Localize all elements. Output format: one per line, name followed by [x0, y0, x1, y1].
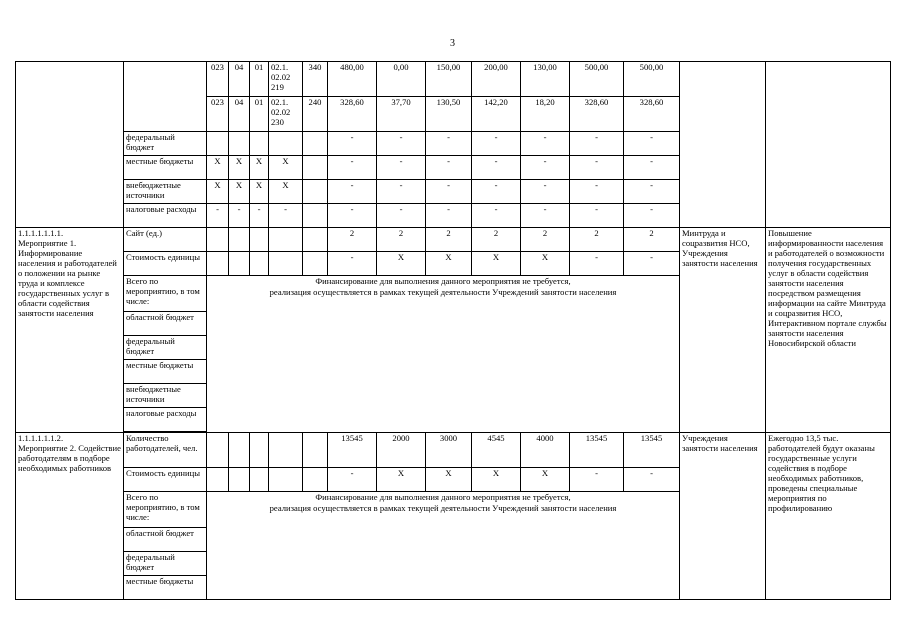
value-cell: X — [377, 468, 426, 492]
value-cell: 13545 — [570, 433, 624, 468]
value-cell: 4000 — [521, 433, 570, 468]
finance-note-line: Финансирование для выполнения данного мероприятия не требуется, — [315, 276, 571, 286]
value-cell: 500,00 — [570, 62, 624, 97]
code-cell — [250, 228, 269, 252]
measure-name-cell — [16, 62, 124, 228]
value-cell: - — [328, 468, 377, 492]
value-cell: 0,00 — [377, 62, 426, 97]
value-cell: - — [377, 180, 426, 204]
value-cell: - — [624, 180, 680, 204]
value-cell: - — [570, 252, 624, 276]
value-cell: 480,00 — [328, 62, 377, 97]
finance-label: местные бюджеты — [124, 576, 207, 600]
code-cell: X — [207, 180, 229, 204]
executor-cell — [680, 62, 766, 228]
value-cell: 2 — [377, 228, 426, 252]
value-cell: 328,60 — [624, 97, 680, 132]
value-cell: X — [521, 252, 570, 276]
code-cell: X — [229, 156, 250, 180]
value-cell: - — [328, 252, 377, 276]
value-cell: 2000 — [377, 433, 426, 468]
indicator-label: Количество работодателей, чел. — [124, 433, 207, 468]
code-cell: 01 — [250, 97, 269, 132]
measure-2-name: 1.1.1.1.1.1.2. Мероприятие 2. Содействие работодателям в подборе необходимых работников — [16, 433, 124, 600]
value-cell: - — [624, 468, 680, 492]
value-cell: 2 — [570, 228, 624, 252]
code-cell — [229, 228, 250, 252]
code-cell — [229, 433, 250, 468]
source-label: федеральный бюджет — [124, 132, 207, 156]
indicator-label: Стоимость единицы — [124, 468, 207, 492]
value-cell: - — [328, 180, 377, 204]
value-cell: 37,70 — [377, 97, 426, 132]
code-cell — [250, 132, 269, 156]
source-label: налоговые расходы — [124, 204, 207, 228]
value-cell: - — [624, 204, 680, 228]
code-cell — [303, 468, 328, 492]
indicator-label: Сайт (ед.) — [124, 228, 207, 252]
table-row — [16, 62, 891, 97]
code-cell — [269, 252, 303, 276]
code-cell: X — [250, 180, 269, 204]
finance-label: местные бюджеты — [124, 360, 207, 384]
code-cell — [269, 468, 303, 492]
value-cell: - — [472, 180, 521, 204]
indicator-label: Стоимость единицы — [124, 252, 207, 276]
value-cell: - — [570, 132, 624, 156]
code-cell: X — [229, 180, 250, 204]
measure-2-executor: Учреждения занятости населения — [680, 433, 766, 600]
code-cell — [207, 433, 229, 468]
code-cell: X — [250, 156, 269, 180]
code-cell — [207, 132, 229, 156]
source-label: внебюджетные источники — [124, 180, 207, 204]
value-cell: - — [377, 156, 426, 180]
finance-note-line: реализация осуществляется в рамках текущей деятельности Учреждений занятости населения — [269, 503, 617, 513]
code-cell: 340 — [303, 62, 328, 97]
page-number: 3 — [450, 38, 455, 49]
code-cell — [207, 252, 229, 276]
code-cell: 240 — [303, 97, 328, 132]
value-cell: - — [521, 156, 570, 180]
code-cell: - — [269, 204, 303, 228]
source-label: местные бюджеты — [124, 156, 207, 180]
code-cell — [207, 228, 229, 252]
code-cell — [269, 228, 303, 252]
value-cell: 4545 — [472, 433, 521, 468]
value-cell: - — [521, 204, 570, 228]
code-cell — [229, 468, 250, 492]
value-cell: X — [472, 252, 521, 276]
finance-note — [207, 492, 680, 600]
value-cell: - — [377, 132, 426, 156]
value-cell: X — [521, 468, 570, 492]
value-cell: - — [570, 468, 624, 492]
value-cell: - — [521, 132, 570, 156]
value-cell: 130,00 — [521, 62, 570, 97]
code-cell — [303, 433, 328, 468]
code-cell: 01 — [250, 62, 269, 97]
value-cell: - — [624, 156, 680, 180]
code-cell — [229, 252, 250, 276]
value-cell: - — [426, 132, 472, 156]
code-cell — [303, 180, 328, 204]
code-cell: 023 — [207, 97, 229, 132]
code-cell: 02.1. 02.02 230 — [269, 97, 303, 132]
code-cell — [269, 433, 303, 468]
table-row — [16, 433, 891, 468]
code-cell — [303, 156, 328, 180]
code-cell: - — [207, 204, 229, 228]
value-cell: 18,20 — [521, 97, 570, 132]
measure-1-executor: Минтруда и соцразвития НСО, Учреждения занятости населения — [680, 228, 766, 433]
finance-label: внебюджетные источники — [124, 384, 207, 408]
value-cell: - — [377, 204, 426, 228]
code-cell: X — [207, 156, 229, 180]
code-cell — [303, 228, 328, 252]
value-cell: - — [624, 252, 680, 276]
measure-1-result: Повышение информированности населения и работодателей о возможности получения государственных услуг в области содействия занятости населения посредством размещения информации на сайте Минтруда и соцразвития НСО, Интерактивном портале службы занятости населения Новосибирской области — [766, 228, 891, 433]
value-cell: - — [472, 132, 521, 156]
value-cell: 142,20 — [472, 97, 521, 132]
value-cell: - — [426, 180, 472, 204]
code-cell: - — [250, 204, 269, 228]
value-cell: 200,00 — [472, 62, 521, 97]
value-cell: - — [570, 204, 624, 228]
value-cell: X — [426, 468, 472, 492]
value-cell: X — [426, 252, 472, 276]
code-cell — [250, 252, 269, 276]
value-cell: - — [426, 204, 472, 228]
result-cell — [766, 62, 891, 228]
table-row — [16, 228, 891, 252]
value-cell: - — [570, 180, 624, 204]
code-cell — [269, 132, 303, 156]
finance-note-line: Финансирование для выполнения данного мероприятия не требуется, — [315, 492, 571, 502]
value-cell: 328,60 — [570, 97, 624, 132]
finance-label: федеральный бюджет — [124, 552, 207, 576]
value-cell: X — [472, 468, 521, 492]
value-cell: - — [570, 156, 624, 180]
code-cell: X — [269, 156, 303, 180]
code-cell — [207, 468, 229, 492]
value-cell: 3000 — [426, 433, 472, 468]
code-cell: 02.1. 02.02 219 — [269, 62, 303, 97]
indicator-cell — [124, 62, 207, 132]
value-cell: 2 — [521, 228, 570, 252]
finance-label: Всего по мероприятию, в том числе: — [124, 492, 207, 528]
value-cell: - — [521, 180, 570, 204]
code-cell: 04 — [229, 62, 250, 97]
code-cell: 023 — [207, 62, 229, 97]
value-cell: X — [377, 252, 426, 276]
finance-label: налоговые расходы — [124, 408, 207, 432]
finance-label: областной бюджет — [124, 312, 207, 336]
value-cell: 500,00 — [624, 62, 680, 97]
code-cell: - — [229, 204, 250, 228]
value-cell: 2 — [426, 228, 472, 252]
code-cell — [250, 468, 269, 492]
code-cell — [303, 204, 328, 228]
code-cell — [303, 132, 328, 156]
code-cell: X — [269, 180, 303, 204]
value-cell: - — [426, 156, 472, 180]
value-cell: 13545 — [328, 433, 377, 468]
value-cell: 328,60 — [328, 97, 377, 132]
value-cell: - — [328, 156, 377, 180]
finance-note-line: реализация осуществляется в рамках текущей деятельности Учреждений занятости населения — [269, 287, 617, 297]
code-cell — [303, 252, 328, 276]
finance-label: федеральный бюджет — [124, 336, 207, 360]
code-cell — [229, 132, 250, 156]
value-cell: 150,00 — [426, 62, 472, 97]
finance-note — [207, 276, 680, 433]
value-cell: 2 — [472, 228, 521, 252]
value-cell: - — [328, 204, 377, 228]
value-cell: 13545 — [624, 433, 680, 468]
finance-label: Всего по мероприятию, в том числе: — [124, 276, 207, 312]
value-cell: 2 — [328, 228, 377, 252]
code-cell: 04 — [229, 97, 250, 132]
value-cell: - — [472, 204, 521, 228]
measure-1-name: 1.1.1.1.1.1.1. Мероприятие 1. Информирование населения и работодателей о положении на рынке труда и комплексе государственных услуг в области содействия занятости населения — [16, 228, 124, 433]
measures-table — [15, 61, 891, 600]
value-cell: - — [472, 156, 521, 180]
finance-label: областной бюджет — [124, 528, 207, 552]
code-cell — [250, 433, 269, 468]
value-cell: 130,50 — [426, 97, 472, 132]
value-cell: 2 — [624, 228, 680, 252]
value-cell: - — [624, 132, 680, 156]
measure-2-result: Ежегодно 13,5 тыс. работодателей будут оказаны государственные услуги содействия в подборе необходимых работников, проведены специальные мероприятия по профилированию — [766, 433, 891, 600]
value-cell: - — [328, 132, 377, 156]
